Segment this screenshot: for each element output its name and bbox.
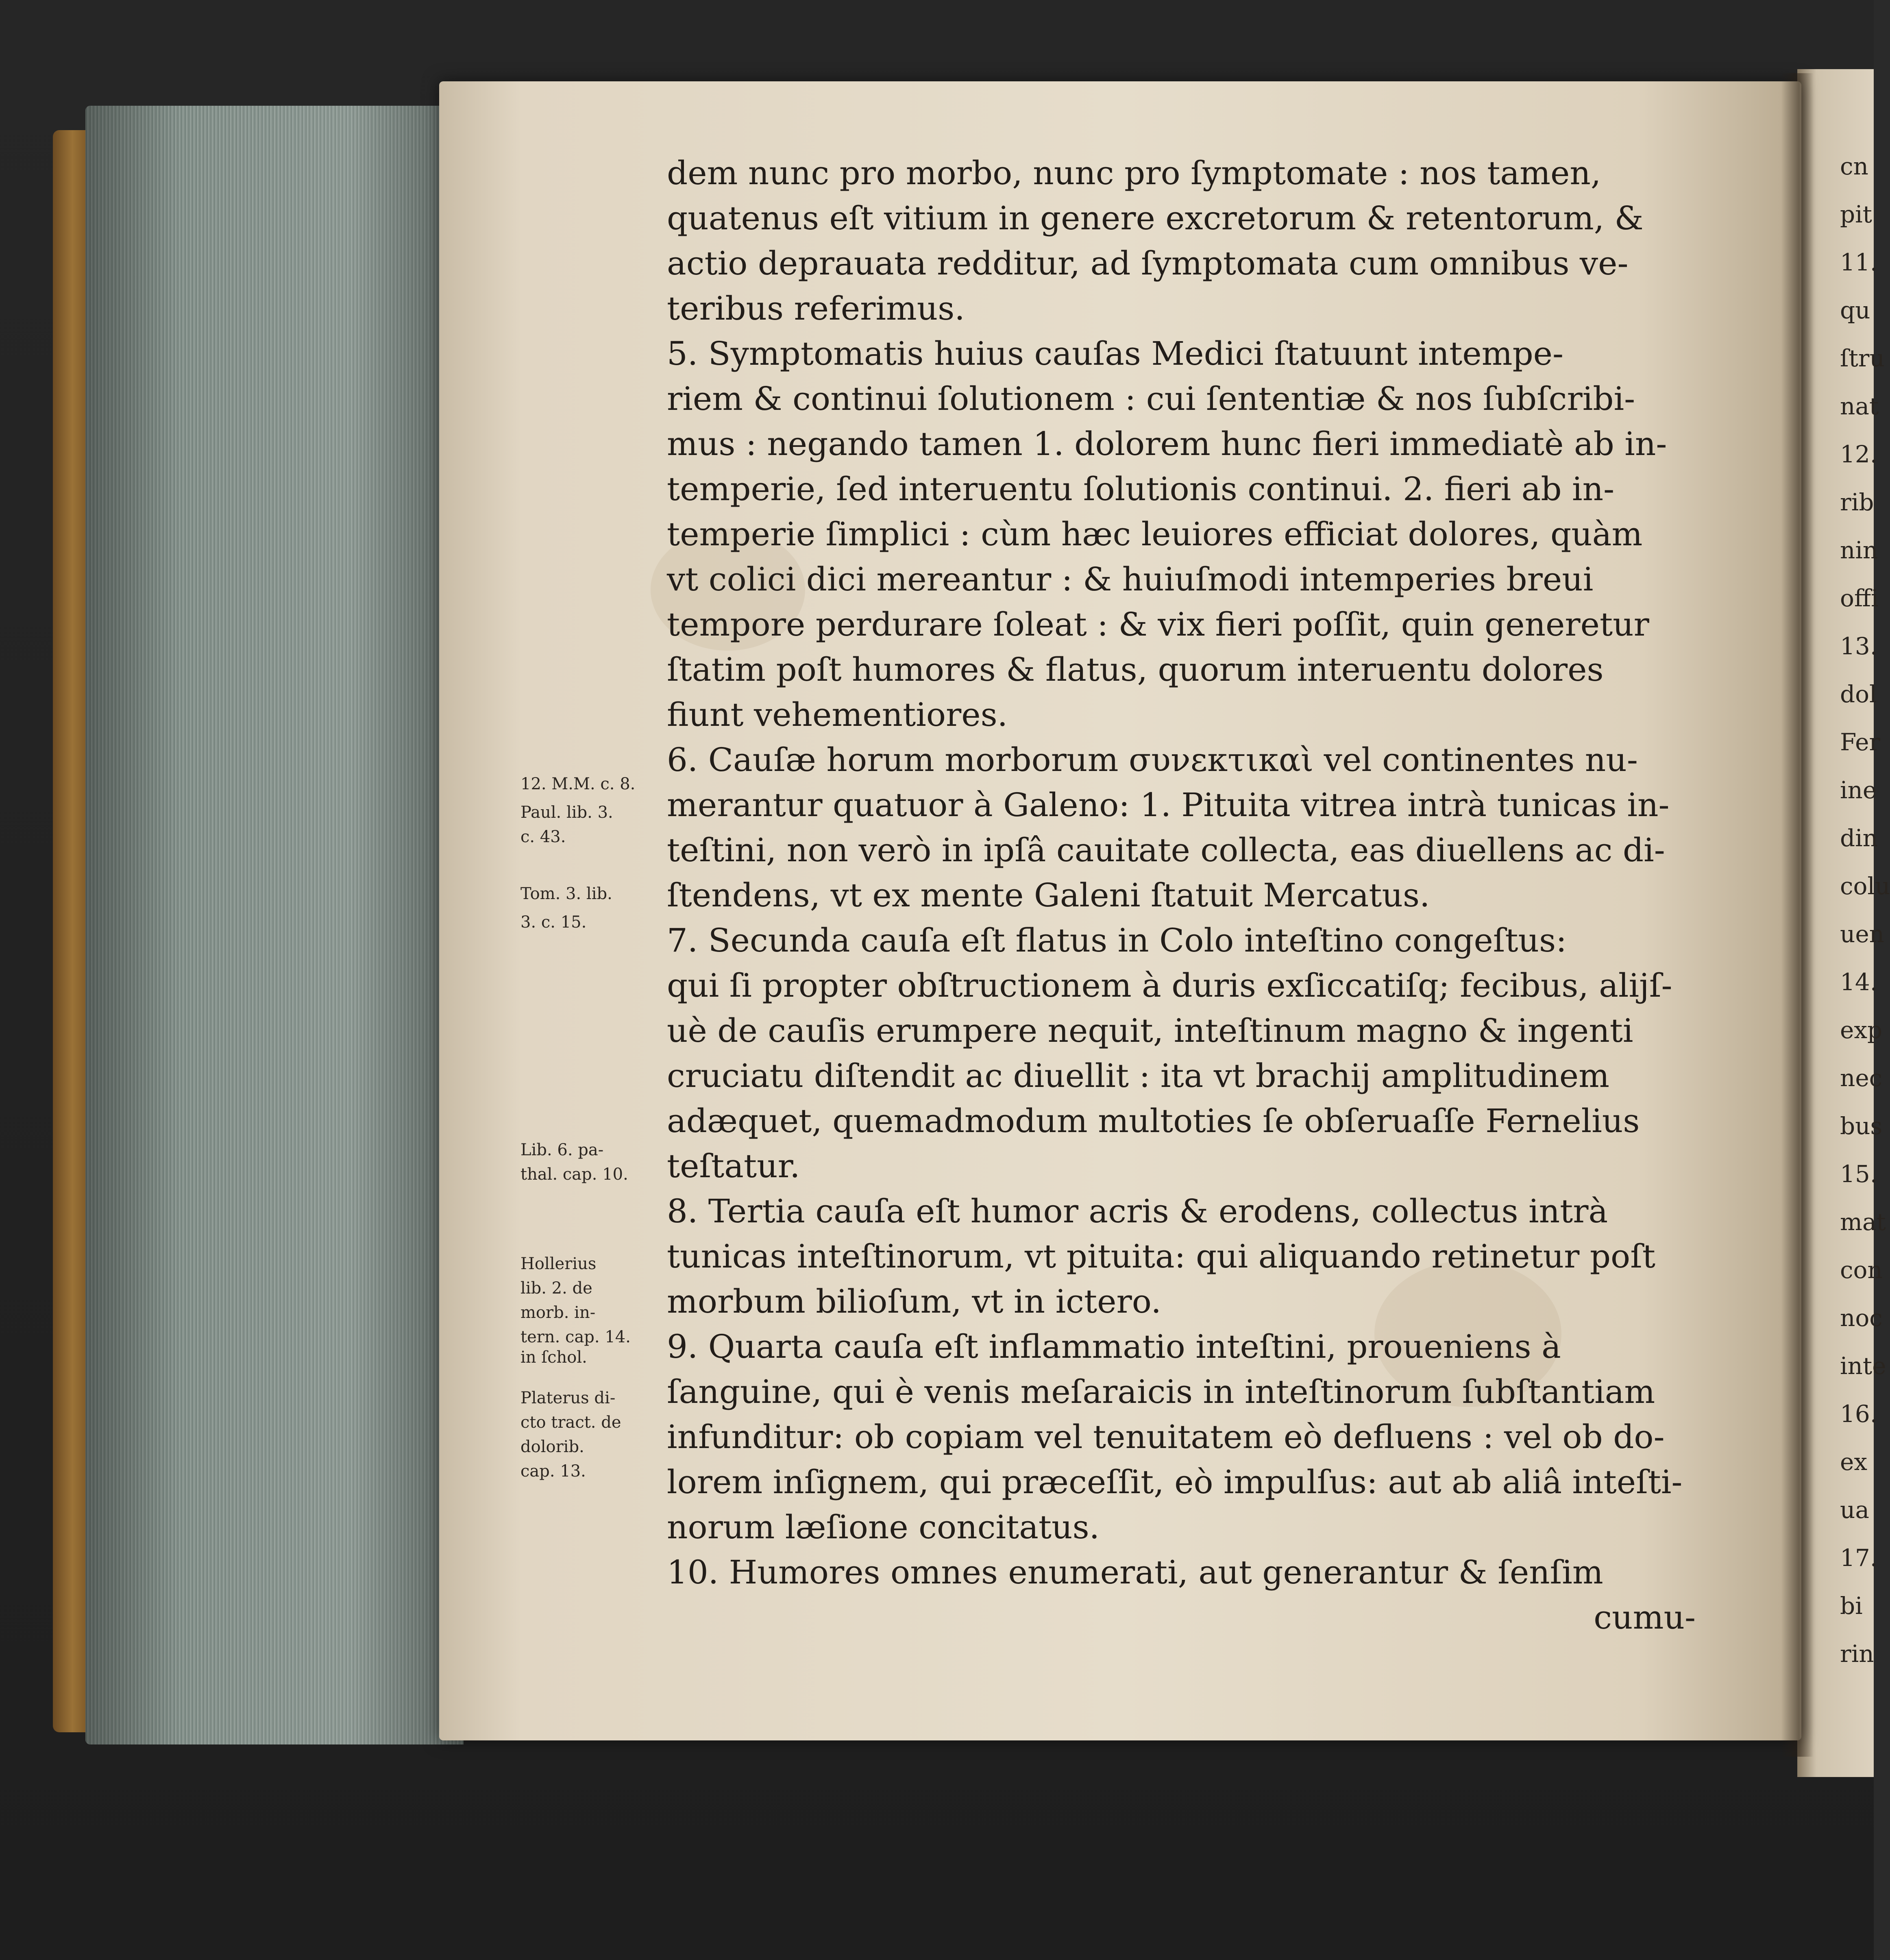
right-page-fragment: inte xyxy=(1840,1352,1886,1380)
right-page-fragment: noc xyxy=(1840,1304,1883,1332)
text-line: ſtendens, vt ex mente Galeni ſtatuit Mercatus. xyxy=(667,876,1430,914)
right-page-fragment: offi xyxy=(1840,584,1879,612)
right-page-fragment: exp xyxy=(1840,1016,1883,1044)
margin-note: c. 43. xyxy=(520,828,566,846)
right-page-fragment: ine xyxy=(1840,776,1877,804)
section-start-10: 10. Humores omnes enumerati, aut generantur & ſenſim xyxy=(667,1553,1603,1591)
text-line: dem nunc pro morbo, nunc pro ſymptomate : nos tamen, xyxy=(667,154,1601,192)
right-page-fragment: nec xyxy=(1840,1064,1883,1092)
right-page-fragment: ſtru xyxy=(1840,344,1885,372)
text-line: merantur quatuor à Galeno: 1. Pituita vitrea intrà tunicas in- xyxy=(667,786,1670,824)
right-page-fragment: uen xyxy=(1840,920,1885,948)
right-page-fragment: 11. xyxy=(1840,248,1878,276)
right-page-fragment: ex xyxy=(1840,1448,1868,1476)
right-page-fragment: pit xyxy=(1840,200,1872,228)
page-block-shadow xyxy=(85,106,464,1744)
text-line: temperie ſimplici : cùm hæc leuiores efficiat dolores, quàm xyxy=(667,515,1643,553)
margin-note: Platerus di- xyxy=(520,1389,616,1407)
margin-note: Hollerius xyxy=(520,1254,597,1273)
section-start-6: 6. Cauſæ horum morborum συνεκτικαὶ vel continentes nu- xyxy=(667,741,1638,779)
margin-note: lib. 2. de xyxy=(520,1279,592,1298)
text-line: tempore perdurare ſoleat : & vix fieri poſſit, quin generetur xyxy=(667,605,1649,643)
margin-note: in ſchol. xyxy=(520,1348,587,1367)
text-line: teſtatur. xyxy=(667,1147,800,1185)
right-page-fragment: qu xyxy=(1840,296,1870,324)
text-line: qui ſi propter obſtructionem à duris exſiccatiſq; fecibus, alijſ- xyxy=(667,967,1672,1004)
text-line: morbum bilioſum, vt in ictero. xyxy=(667,1283,1161,1320)
text-line: adæquet, quemadmodum multoties ſe obſeruaſſe Fernelius xyxy=(667,1102,1640,1140)
right-page-fragment: din xyxy=(1840,824,1878,852)
text-line: vt colici dici mereantur : & huiuſmodi intemperies breui xyxy=(667,560,1594,598)
text-line: teſtini, non verò in ipſâ cauitate collecta, eas diuellens ac di- xyxy=(667,831,1665,869)
margin-note: Tom. 3. lib. xyxy=(520,884,612,903)
right-page-fragment: Fer xyxy=(1840,728,1881,756)
text-line: cruciatu diſtendit ac diuellit : ita vt brachij amplitudinem xyxy=(667,1057,1609,1095)
text-line: temperie, ſed interuentu ſolutionis continui. 2. fieri ab in- xyxy=(667,470,1615,508)
section-start-9: 9. Quarta cauſa eſt inflammatio inteſtini, proueniens à xyxy=(667,1328,1561,1365)
margin-note: tern. cap. 14. xyxy=(520,1328,631,1346)
text-line: mus : negando tamen 1. dolorem hunc fieri immediatè ab in- xyxy=(667,425,1667,463)
margin-note: Paul. lib. 3. xyxy=(520,803,613,822)
right-page-fragment: 13. xyxy=(1840,632,1878,660)
right-page-fragment: bi xyxy=(1840,1592,1863,1620)
text-line: ſtatim poſt humores & flatus, quorum interuentu dolores xyxy=(667,651,1604,688)
margin-note: morb. in- xyxy=(520,1303,596,1322)
right-page-fragment: rin xyxy=(1840,1640,1874,1668)
right-page-text xyxy=(1840,142,1890,1678)
main-text-block xyxy=(667,150,1696,1640)
margin-note: dolorib. xyxy=(520,1437,584,1456)
right-page-fragment: 12. xyxy=(1840,440,1878,468)
right-page-fragment: dol xyxy=(1840,680,1877,708)
margin-note: 3. c. 15. xyxy=(520,913,587,932)
right-page-fragment: nin xyxy=(1840,536,1878,564)
text-line: infunditur: ob copiam vel tenuitatem eò defluens : vel ob do- xyxy=(667,1418,1665,1456)
text-line: quatenus eſt vitium in genere excretorum & retentorum, & xyxy=(667,199,1644,237)
right-page-fragment: con xyxy=(1840,1256,1883,1284)
right-page-fragment: ua xyxy=(1840,1496,1869,1524)
book-gutter xyxy=(1781,73,1814,1757)
margin-note: thal. cap. 10. xyxy=(520,1165,628,1184)
text-line: ſanguine, qui è venis meſaraicis in inteſtinorum ſubſtantiam xyxy=(667,1373,1655,1411)
margin-note: cto tract. de xyxy=(520,1413,621,1432)
text-line: lorem inſignem, qui præceſſit, eò impulſus: aut ab aliâ inteſti- xyxy=(667,1463,1683,1501)
right-page-fragment: mat xyxy=(1840,1208,1886,1236)
text-line: uè de cauſis erumpere nequit, inteſtinum magno & ingenti xyxy=(667,1012,1633,1050)
text-line: riem & continui ſolutionem : cui ſententiæ & nos ſubſcribi- xyxy=(667,380,1635,418)
right-page-fragment: 16. xyxy=(1840,1400,1878,1428)
text-line: fiunt vehementiores. xyxy=(667,696,1008,734)
text-line: teribus referimus. xyxy=(667,290,965,327)
right-page-fragment: colu xyxy=(1840,872,1890,900)
text-line: actio deprauata redditur, ad ſymptomata cum omnibus ve- xyxy=(667,244,1629,282)
section-start-8: 8. Tertia cauſa eſt humor acris & erodens, collectus intrà xyxy=(667,1192,1608,1230)
right-page-fragment: bus xyxy=(1840,1112,1883,1140)
section-start-5: 5. Symptomatis huius cauſas Medici ſtatuunt intempe- xyxy=(667,335,1564,372)
right-page-fragment: cn xyxy=(1840,152,1868,180)
right-page-fragment: 17. xyxy=(1840,1544,1878,1572)
margin-note: 12. M.M. c. 8. xyxy=(520,775,636,793)
right-page-fragment: rib xyxy=(1840,488,1874,516)
margin-note: cap. 13. xyxy=(520,1462,586,1481)
right-page-fragment: 14. xyxy=(1840,968,1878,996)
margin-note: Lib. 6. pa- xyxy=(520,1141,604,1159)
catchword: cumu- xyxy=(1594,1598,1696,1636)
right-page-fragment: 15. xyxy=(1840,1160,1878,1188)
section-start-7: 7. Secunda cauſa eſt flatus in Colo inteſtino congeſtus: xyxy=(667,921,1567,959)
right-page-fragment: nat xyxy=(1840,392,1879,420)
text-line: norum læſione concitatus. xyxy=(667,1508,1100,1546)
text-line: tunicas inteſtinorum, vt pituita: qui aliquando retinetur poſt xyxy=(667,1237,1655,1275)
